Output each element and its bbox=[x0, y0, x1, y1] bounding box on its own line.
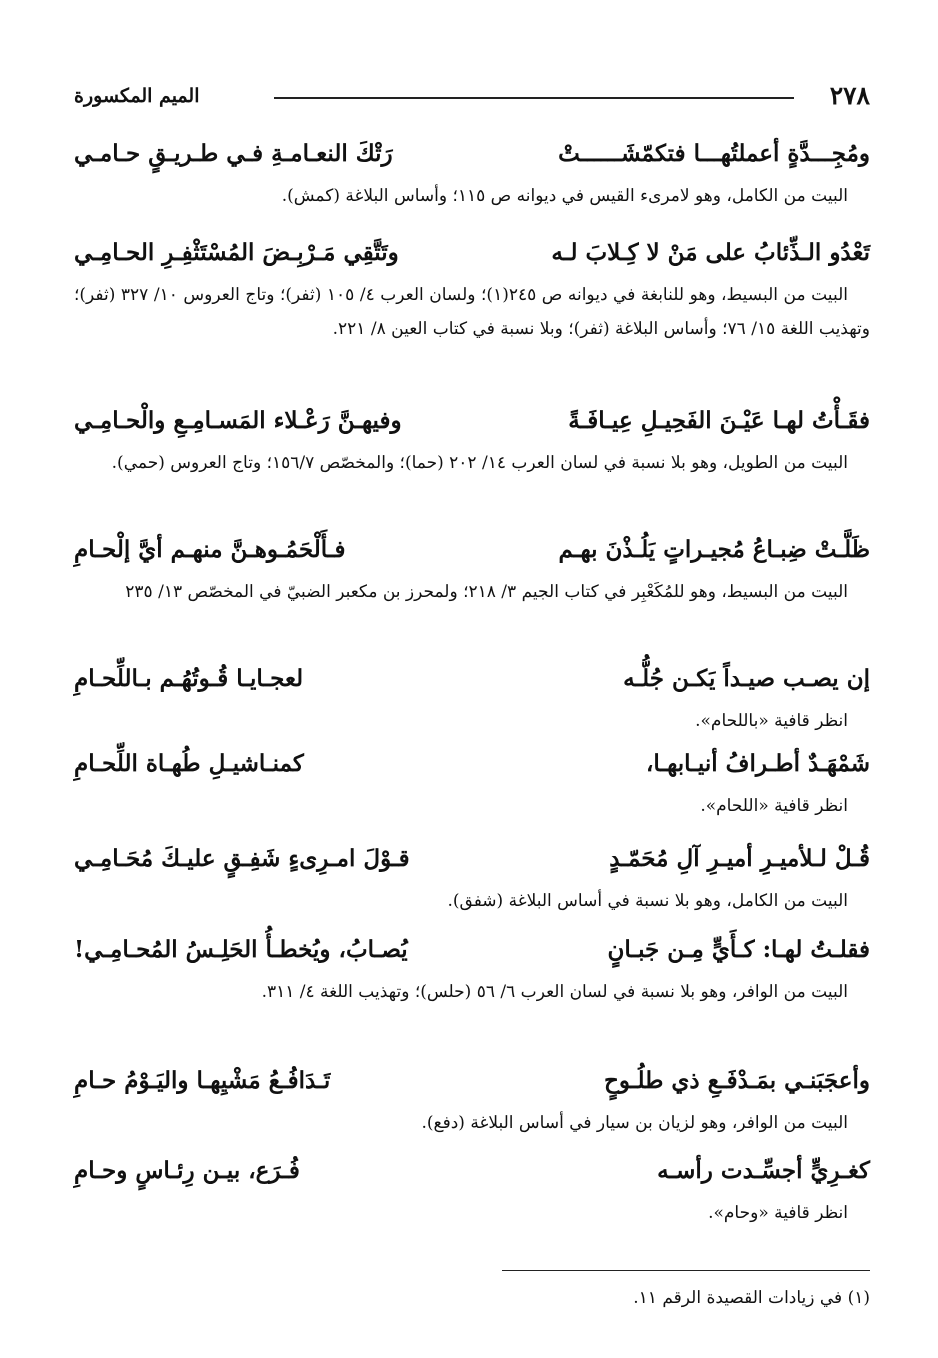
second-hemistich: لعجـايـا قُـوتُهُـم بـاللِّحـامِ bbox=[74, 665, 304, 692]
verse-note: انظر قافية «وحام». bbox=[708, 1203, 848, 1223]
page-number: ٢٧٨ bbox=[829, 81, 870, 110]
first-hemistich: شَمْهَـدٌ أطـرافُ أنيـابهـا، bbox=[645, 750, 870, 777]
verse-note: البيت من الكامل، وهو لامرىء القيس في ديوانه ص ١١٥؛ وأساس البلاغة (كمش). bbox=[281, 186, 848, 206]
second-hemistich: وتَتَّقِي مَـرْبِـضَ المُسْتَثْفِـرِ الحـامِـي bbox=[74, 239, 399, 266]
second-hemistich: كمنـاشيـلِ طُهـاة اللِّحـامِ bbox=[74, 750, 304, 777]
verse-note: البيت من الوافر، وهو بلا نسبة في لسان العرب ٦/ ٥٦ (حلس)؛ وتهذيب اللغة ٤/ ٣١١. bbox=[261, 982, 848, 1002]
verse-line bbox=[74, 741, 870, 787]
first-hemistich: كغـرِيٍّ أجسِّـدت رأسـه bbox=[657, 1157, 870, 1184]
verse-entry bbox=[74, 656, 870, 738]
second-hemistich: رَتْكَ النعـامـةِ فـي طـريـقٍ حـامـي bbox=[74, 140, 393, 167]
footnote-rule bbox=[502, 1270, 870, 1271]
verse-line bbox=[74, 230, 870, 276]
verse-entry bbox=[74, 741, 870, 823]
first-hemistich: قُـلْ لـلأميـرِ أميـرِ آلِ مُحَمّـدٍ bbox=[609, 845, 870, 872]
verse-note: البيت من البسيط، وهو للمُكَعْبِر في كتاب الجيم ٣/ ٢١٨؛ ولمحرز بن مكعبر الضبيّ في المخصّص ١٣/ ٢٣٥ bbox=[125, 582, 848, 602]
first-hemistich: إن يصـب صيـداً يَكـن جُلُّـه bbox=[623, 665, 870, 692]
verse-line bbox=[74, 1148, 870, 1194]
verse-entry bbox=[74, 836, 870, 918]
verse-entry bbox=[74, 1058, 870, 1140]
verse-entry bbox=[74, 1148, 870, 1230]
footnote: (١) في زيادات القصيدة الرقم ١١. bbox=[633, 1288, 870, 1308]
verse-note: البيت من البسيط، وهو للنابغة في ديوانه ص ٢٤٥(١)؛ ولسان العرب ٤/ ١٠٥ (ثفر)؛ وتاج العروس ١٠/ ٣٢٧ (ثفر)؛ وتهذيب اللغة ١٥/ ٧٦؛ وأساس البلاغة (ثفر)؛ وبلا نسبة في كتاب العين ٨/ ٢٢١. bbox=[74, 285, 870, 339]
verse-line bbox=[74, 398, 870, 444]
first-hemistich: فقَـأْتُ لهـا عَيْـنَ الفَحِيـلِ عِيـافَـةً bbox=[568, 407, 870, 434]
running-title: الميم المكسورة bbox=[74, 85, 200, 107]
first-hemistich: وأعجَبَنـي بمَـدْفَـعِ ذي طلُـوحٍ bbox=[604, 1067, 870, 1094]
verse-entry bbox=[74, 527, 870, 609]
verse-note: البيت من الطويل، وهو بلا نسبة في لسان العرب ١٤/ ٢٠٢ (حما)؛ والمخصّص ١٥٦/٧؛ وتاج العروس (حمي). bbox=[111, 453, 848, 473]
verse-line bbox=[74, 1058, 870, 1104]
verse-entry bbox=[74, 230, 870, 346]
verse-line bbox=[74, 927, 870, 973]
verse-line bbox=[74, 836, 870, 882]
second-hemistich: وفيهـنَّ رَعْـلاء المَسـامِـعِ والْحـامِـي bbox=[74, 407, 402, 434]
verse-entry bbox=[74, 927, 870, 1009]
second-hemistich: يُصـابُ، ويُخطـأُ الحَلِـسُ المُحـامِـي! bbox=[74, 936, 408, 963]
first-hemistich: ومُجِـــدَّةٍ أعملتُهـــا فتكمّشَــــــتْ bbox=[558, 140, 870, 167]
second-hemistich: تَـدَافُـعُ مَشْيِهـا واليَـوْمُ حـامِ bbox=[74, 1067, 331, 1094]
first-hemistich: تَعْدُو الـذِّئابُ على مَنْ لا كِـلابَ لـه bbox=[551, 239, 870, 266]
first-hemistich: فقلـتُ لهـا: كـأَيٍّ مِـن جَبـانٍ bbox=[607, 936, 870, 963]
verse-line bbox=[74, 527, 870, 573]
second-hemistich: قـوْلَ امـرِىءٍ شَفِـقٍ عليـكَ مُحَـامِـي bbox=[74, 845, 410, 872]
verse-entry bbox=[74, 398, 870, 480]
second-hemistich: فـأَلْحَمُـوهـنَّ منهـم أيَّ إلْحـامِ bbox=[74, 536, 346, 563]
first-hemistich: ظَلَّـتْ ضِبـاعُ مُجيـراتٍ يَلُـذْنَ بهـم bbox=[558, 536, 870, 563]
verse-note: البيت من الكامل، وهو بلا نسبة في أساس البلاغة (شفق). bbox=[447, 891, 848, 911]
verse-note: انظر قافية «اللحام». bbox=[700, 796, 848, 816]
verse-line bbox=[74, 656, 870, 702]
verse-note: انظر قافية «باللحام». bbox=[695, 711, 848, 731]
verse-entry bbox=[74, 131, 870, 213]
verse-note: البيت من الوافر، وهو لزيان بن سيار في أساس البلاغة (دفع). bbox=[421, 1113, 848, 1133]
second-hemistich: فُـرَع، بيـن رِئـاسٍ وحـامِ bbox=[74, 1157, 300, 1184]
page-header bbox=[74, 78, 870, 118]
header-rule bbox=[274, 97, 794, 99]
verse-line bbox=[74, 131, 870, 177]
